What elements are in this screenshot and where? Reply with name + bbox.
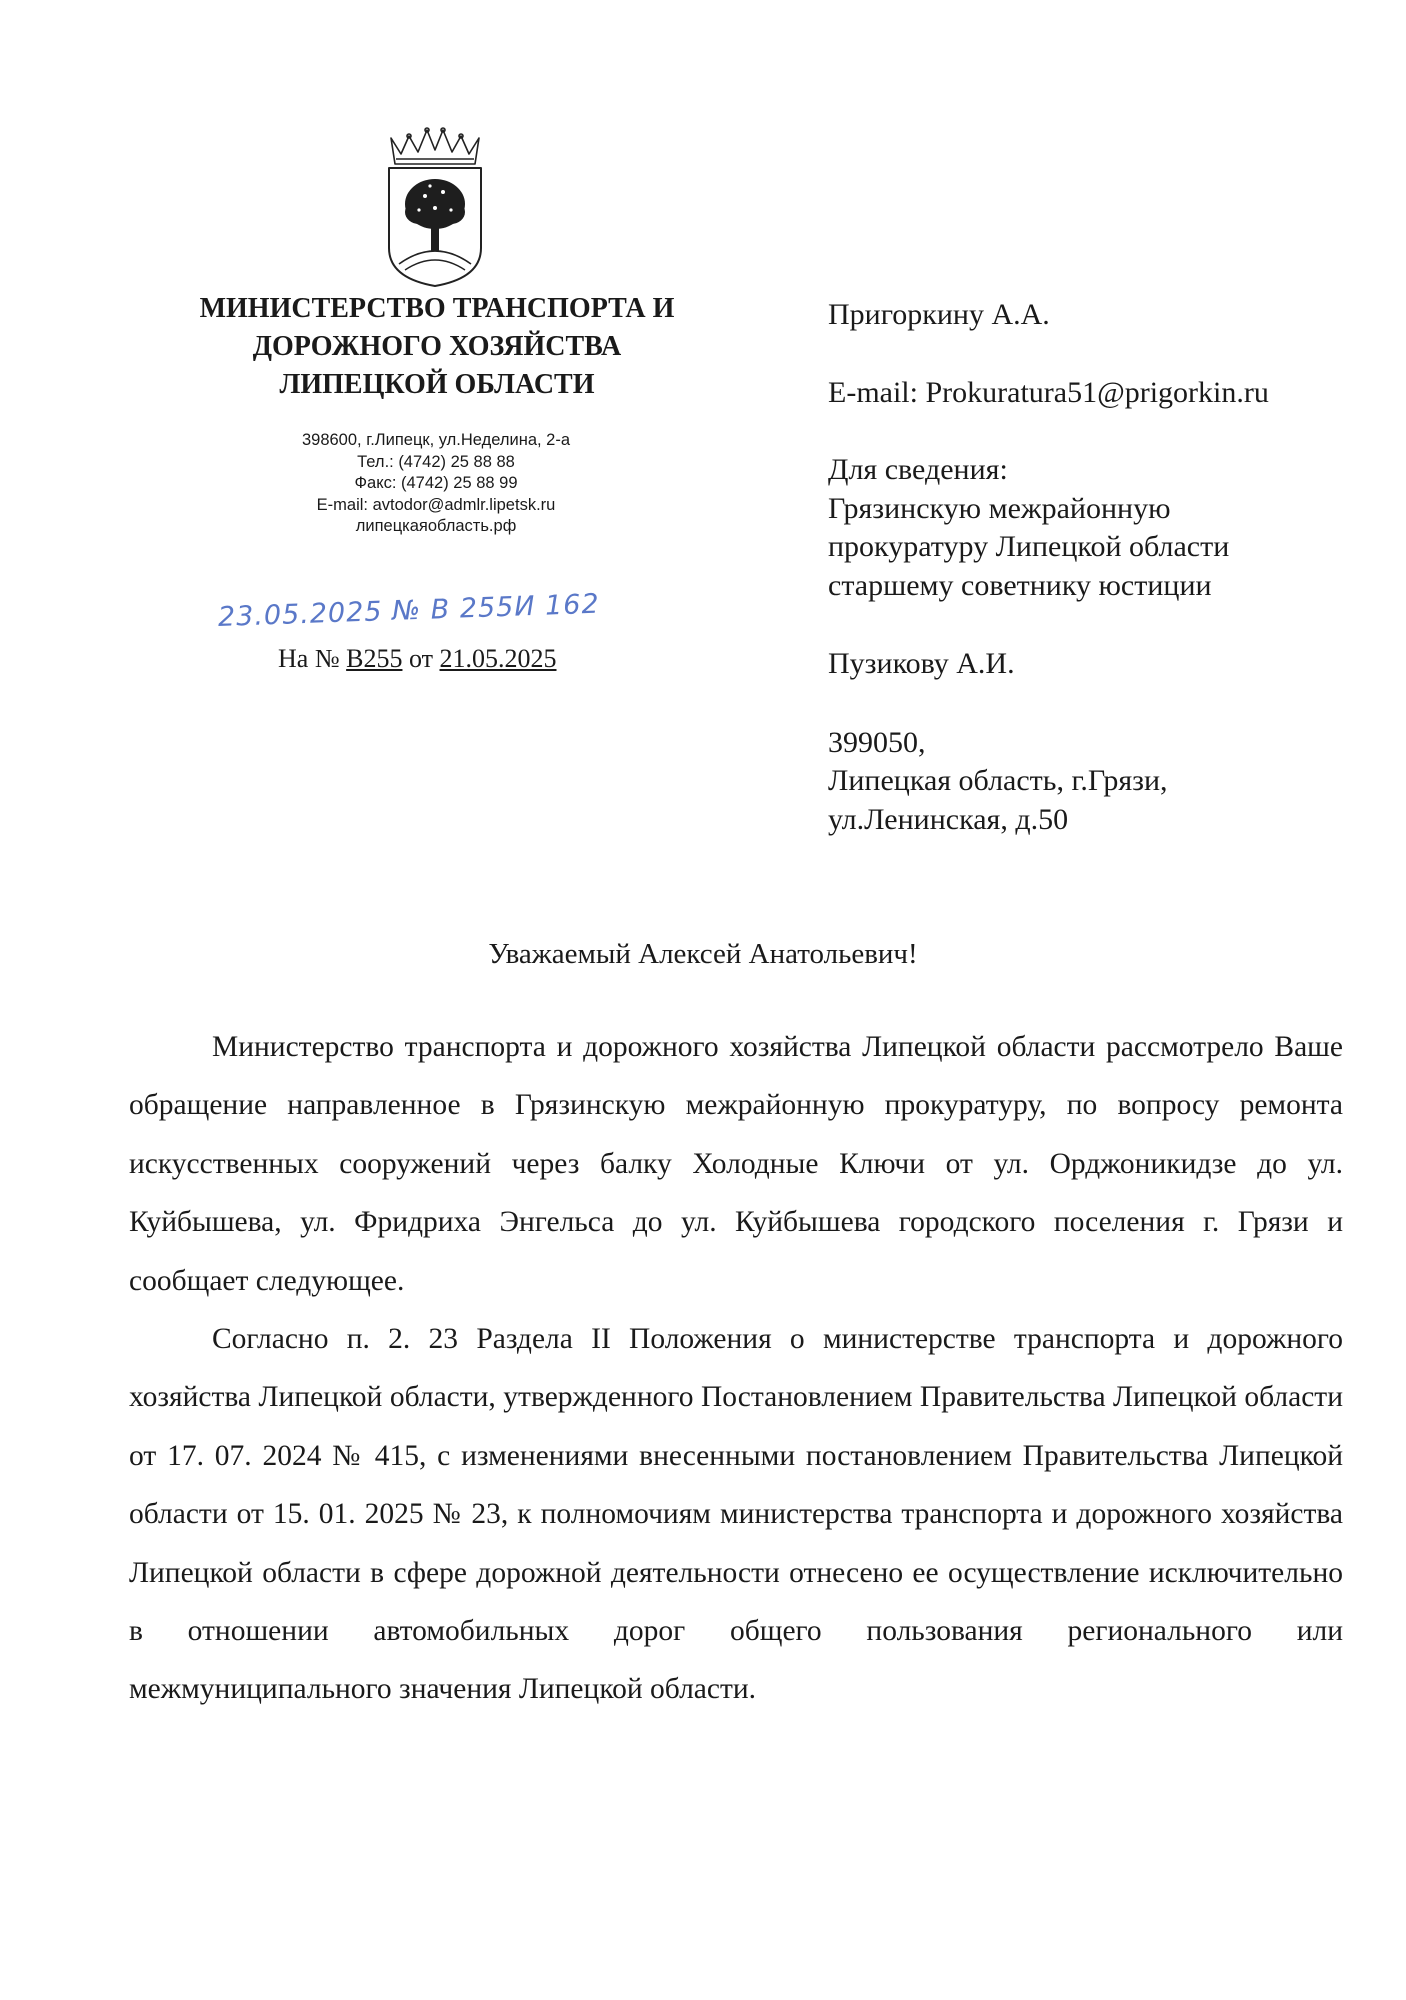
body-paragraph: Министерство транспорта и дорожного хозяйства Липецкой области рассмотрело Ваше обращение направленное в Грязинскую межрайонную прокуратуру, по вопросу ремонта искусственных сооружений через балку Холодные Ключи от ул. Орджоникидзе до ул. Куйбышева, ул. Фридриха Энгельса до ул. Куйбышева городского поселения г. Грязи и сообщает следующее. [129,1031,1343,1297]
ministry-email: E-mail: avtodor@admlr.lipetsk.ru [316,495,556,514]
letter-body [129,1018,1343,1719]
address-line: 399050, [828,725,926,759]
reference-middle: от [408,644,433,673]
ministry-name-line-3: ЛИПЕЦКОЙ ОБЛАСТИ [279,369,595,400]
reference-prefix: На № [278,644,340,673]
addressee-email: E-mail: Prokuratura51@prigorkin.ru [828,375,1269,409]
ministry-fax: Факс: (4742) 25 88 99 [354,474,518,492]
addressee-block [828,296,1348,839]
info-line: Грязинскую межрайонную [828,491,1171,525]
address-line: ул.Ленинская, д.50 [828,802,1069,836]
info-label: Для сведения: [828,453,1008,486]
ministry-name [150,290,724,404]
body-paragraph: Согласно п. 2. 23 Раздела II Положения о министерстве транспорта и дорожного хозяйства Липецкой области, утвержденного Постановлением Правительства Липецкой области от 17. 07. 2024 № 415, с изменениями внесенными постановлением Правительства Липецкой области от 15. 01. 2025 № 23, к полномочиям министерства транспорта и дорожного хозяйства Липецкой области в сфере дорожной деятельности отнесено ее осуществление исключительно в отношении автомобильных дорог общего пользования регионального или межмуниципального значения Липецкой области. [129,1323,1343,1706]
copy-recipient-name: Пузикову А.И. [828,647,1015,680]
reference-number: В255 [346,644,403,673]
ministry-website: липецкаяобласть.рф [355,517,517,535]
handwritten-registration-note: 23.05.2025 № В 255И 162 [217,588,601,633]
ministry-name-line-2: ДОРОЖНОГО ХОЗЯЙСТВА [252,331,622,362]
ministry-address: 398600, г.Липецк, ул.Неделина, 2-а [301,431,571,449]
addressee-name: Пригоркину А.А. [828,298,1050,331]
salutation: Уважаемый Алексей Анатольевич! [488,938,918,970]
info-line: старшему советнику юстиции [828,568,1212,602]
ministry-contacts [240,430,632,538]
info-line: прокуратуру Липецкой области [828,530,1230,563]
ministry-name-line-1: МИНИСТЕРСТВО ТРАНСПОРТА И [199,293,675,324]
reference-date: 21.05.2025 [439,644,557,673]
address-line: Липецкая область, г.Грязи, [828,764,1168,797]
reference-line [278,644,557,674]
coat-of-arms-emblem [385,126,485,288]
ministry-phone: Тел.: (4742) 25 88 88 [357,452,515,471]
